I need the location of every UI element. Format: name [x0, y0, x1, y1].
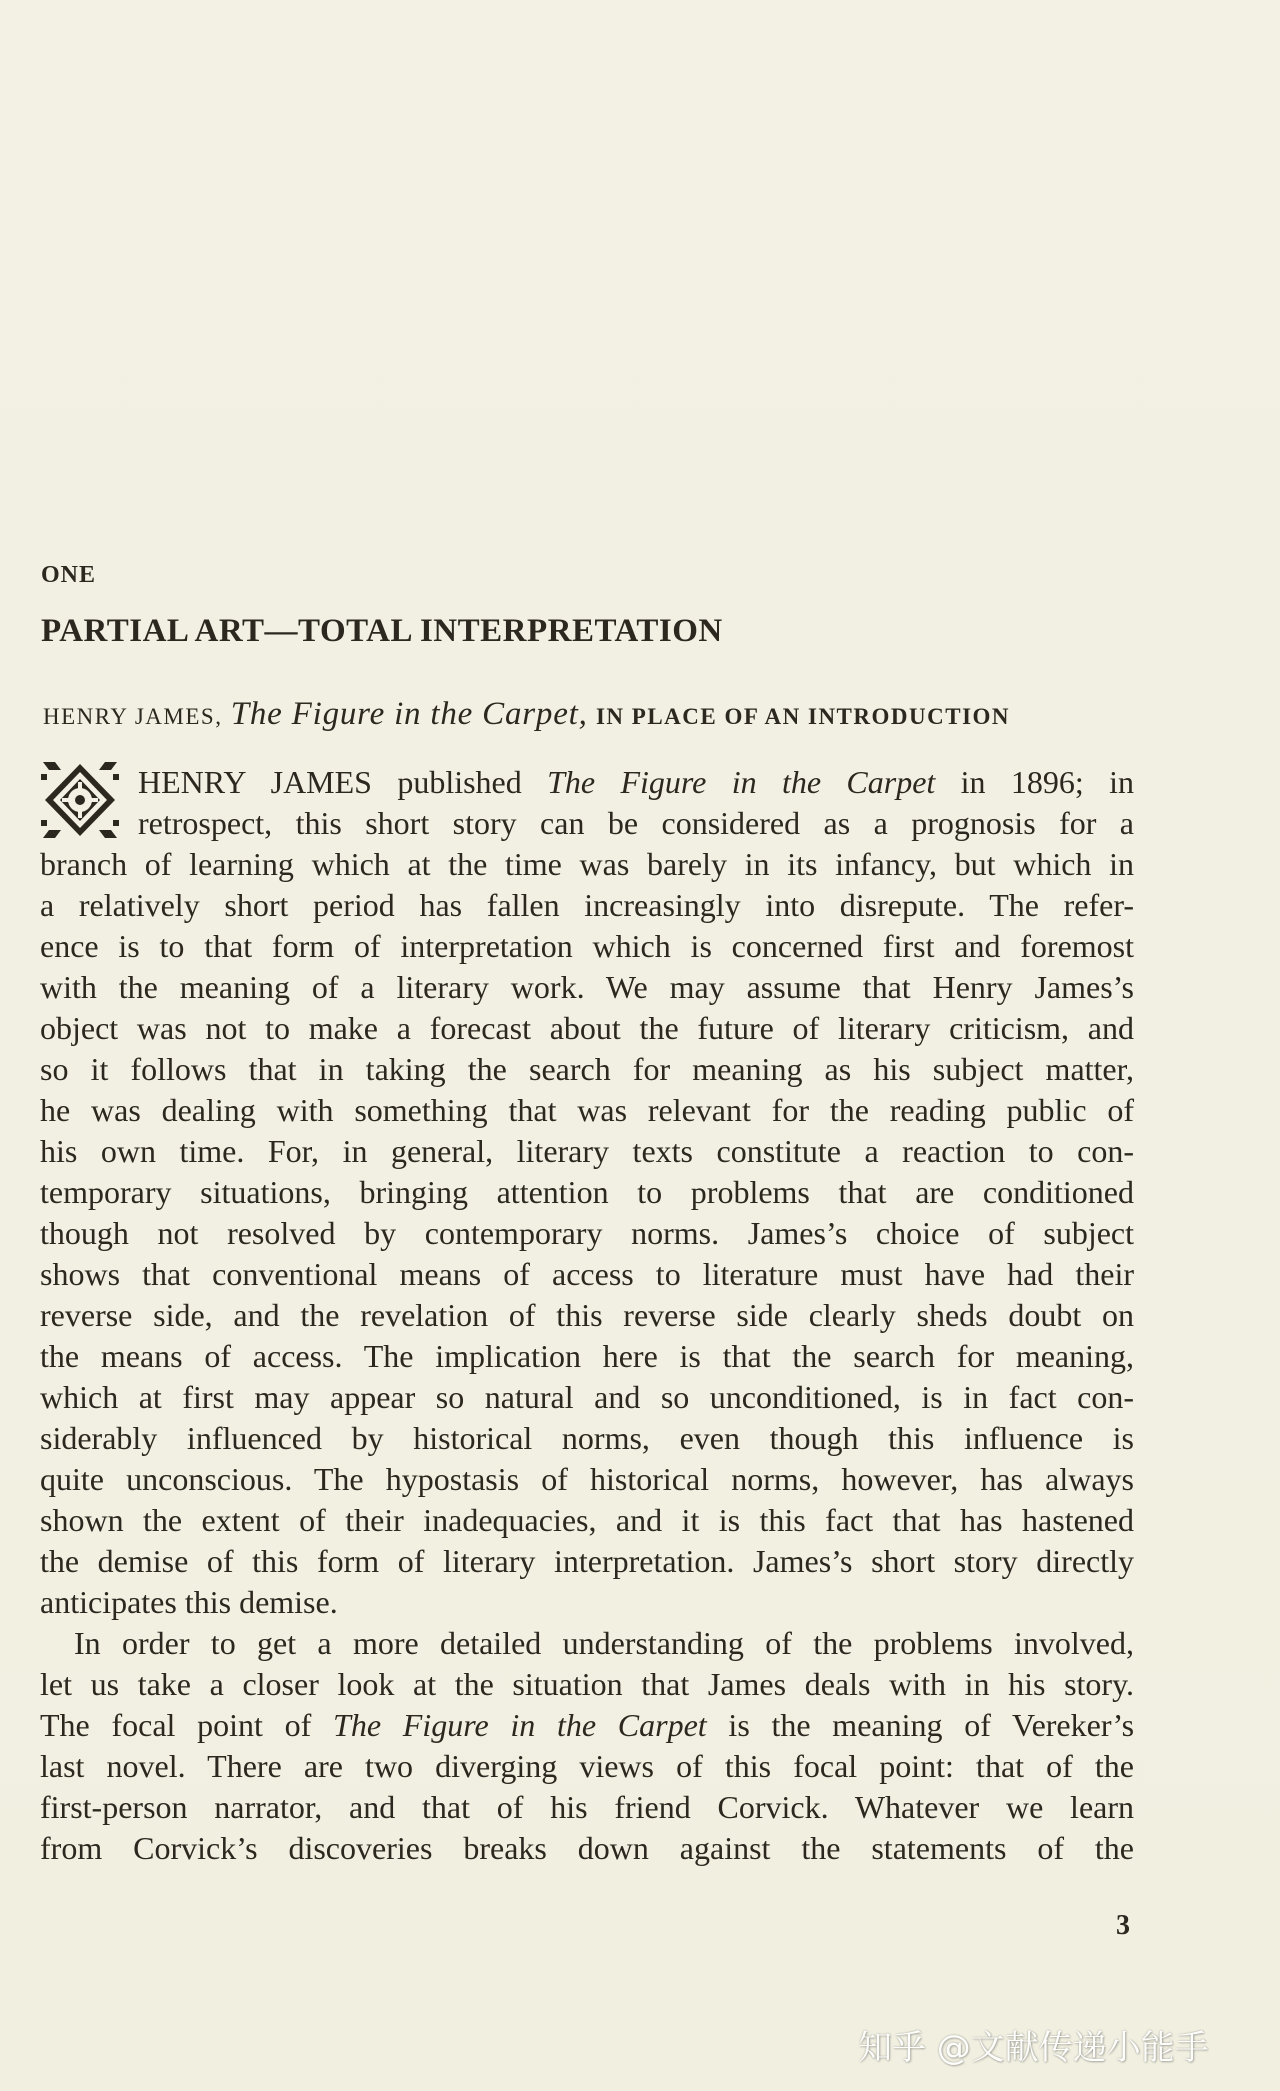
body-text-line: first-person narrator, and that of his friend Corvick. Whatever we learn: [40, 1789, 1134, 1825]
body-text-line: the demise of this form of literary interpretation. James’s short story directly: [40, 1543, 1134, 1579]
body-text-line: The focal point of The Figure in the Carpet is the meaning of Vereker’s: [40, 1707, 1135, 1743]
watermark: 知乎 @文献传递小能手: [858, 2028, 1209, 2068]
subheading-author: HENRY JAMES,: [43, 704, 223, 729]
body-text-line: quite unconscious. The hypostasis of historical norms, however, has always: [40, 1461, 1134, 1497]
subheading-suffix: IN PLACE OF AN INTRODUCTION: [595, 704, 1011, 729]
body-text-line: anticipates this demise.: [40, 1584, 338, 1620]
body-text-line: though not resolved by contemporary norms. James’s choice of subject: [40, 1215, 1134, 1251]
chapter-number: ONE: [41, 562, 97, 588]
body-text-line: his own time. For, in general, literary texts constitute a reaction to con-: [40, 1133, 1134, 1169]
section-subheading: [43, 696, 1143, 733]
body-text-line: he was dealing with something that was relevant for the reading public of: [40, 1092, 1134, 1128]
body-text-line: retrospect, this short story can be considered as a prognosis for a: [138, 805, 1134, 841]
body-text-line: object was not to make a forecast about the future of literary criticism, and: [40, 1010, 1134, 1046]
body-text-line: shows that conventional means of access to literature must have had their: [40, 1256, 1134, 1292]
body-text-line: so it follows that in taking the search for meaning as his subject matter,: [40, 1051, 1134, 1087]
body-text-line: which at first may appear so natural and so unconditioned, is in fact con-: [40, 1379, 1134, 1415]
decorative-drop-ornament-icon: [41, 760, 119, 840]
body-text-line: siderably influenced by historical norms, even though this influence is: [40, 1420, 1134, 1456]
page-number: 3: [1116, 1910, 1130, 1941]
body-text-line: a relatively short period has fallen increasingly into disrepute. The refer-: [40, 887, 1134, 923]
body-text-line: ence is to that form of interpretation which is concerned first and foremost: [40, 928, 1134, 964]
body-text-line: shown the extent of their inadequacies, and it is this fact that has hastened: [40, 1502, 1134, 1538]
body-text-line: temporary situations, bringing attention to problems that are conditioned: [40, 1174, 1134, 1210]
body-text-line: reverse side, and the revelation of this reverse side clearly sheds doubt on: [40, 1297, 1134, 1333]
body-text-line: with the meaning of a literary work. We may assume that Henry James’s: [40, 969, 1134, 1005]
body-text-line: HENRY JAMES published The Figure in the Carpet in 1896; in: [138, 764, 1135, 800]
body-text-line: the means of access. The implication here is that the search for meaning,: [40, 1338, 1134, 1374]
body-text-line: from Corvick’s discoveries breaks down against the statements of the: [40, 1830, 1134, 1866]
subheading-work-title: The Figure in the Carpet,: [230, 696, 588, 732]
body-text-line: last novel. There are two diverging views of this focal point: that of the: [40, 1748, 1134, 1784]
body-text-line: branch of learning which at the time was barely in its infancy, but which in: [40, 846, 1134, 882]
body-text-line: In order to get a more detailed understanding of the problems involved,: [74, 1625, 1134, 1661]
chapter-title: PARTIAL ART—TOTAL INTERPRETATION: [41, 613, 723, 649]
body-text-line: let us take a closer look at the situation that James deals with in his story.: [40, 1666, 1134, 1702]
